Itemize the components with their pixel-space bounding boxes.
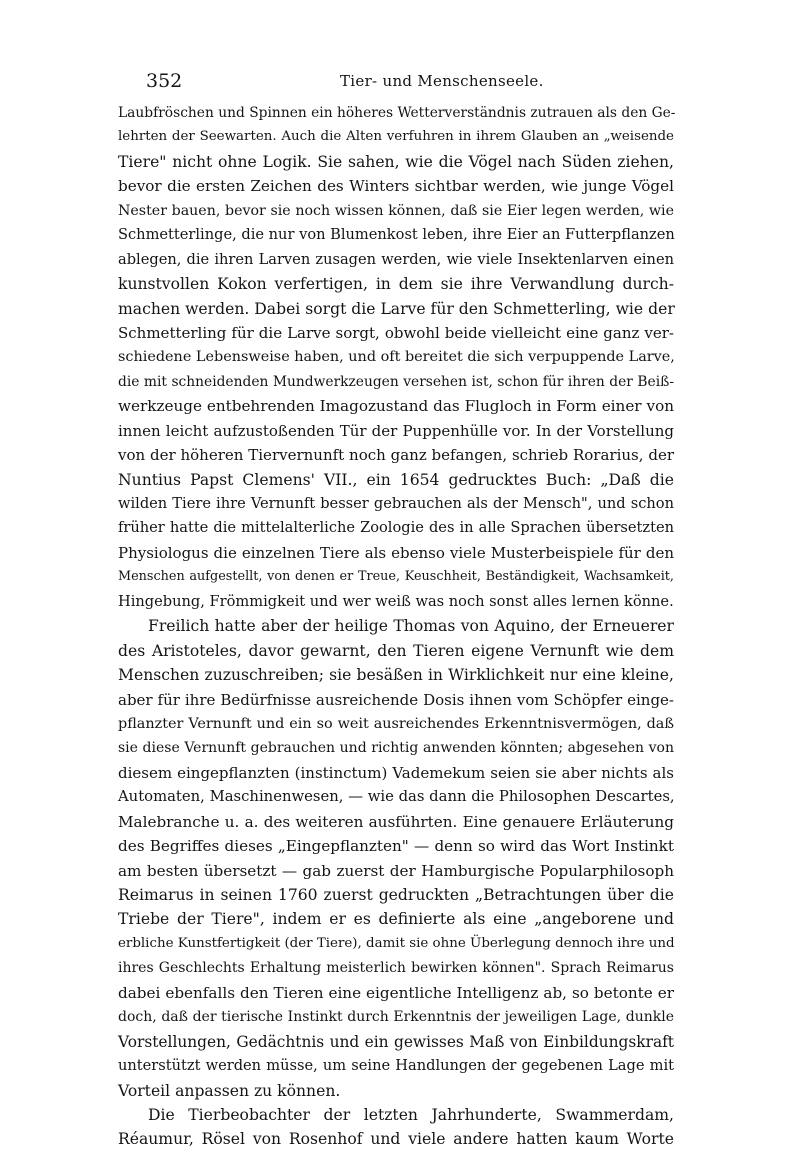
text-line: dabei ebenfalls den Tieren eine eigentliche Intelligenz ab, so betonte er — [118, 983, 674, 1002]
text-line: innen leicht aufzustoßenden Tür der Puppenhülle vor. In der Vorstellung — [118, 421, 674, 440]
text-line: schiedene Lebensweise haben, und oft bereitet die sich verpuppende Larve, — [118, 349, 675, 366]
text-line: ablegen, die ihren Larven zusagen werden, wie viele Insektenlarven einen — [118, 250, 674, 268]
page-header — [146, 70, 678, 96]
text-line: ihres Geschlechts Erhaltung meisterlich bewirken können". Sprach Reimarus — [118, 960, 674, 977]
text-line: früher hatte die mittelalterliche Zoologie des in alle Sprachen übersetzten — [118, 519, 674, 537]
text-line: lehrten der Seewarten. Auch die Alten verfuhren in ihrem Glauben an „weisende — [118, 129, 674, 145]
text-line: am besten übersetzt — gab zuerst der Hamburgische Popularphilosoph — [118, 861, 674, 880]
text-line: Menschen zuzuschreiben; sie besäßen in Wirklichkeit nur eine kleine, — [118, 666, 674, 685]
text-line: werkzeuge entbehrenden Imagozustand das Flugloch in Form einer von — [118, 397, 674, 416]
text-line: Automaten, Maschinenwesen, — wie das dann die Philosophen Descartes, — [118, 788, 675, 806]
text-line: aber für ihre Bedürfnisse ausreichende Dosis ihnen vom Schöpfer einge- — [118, 690, 674, 709]
text-line: Laubfröschen und Spinnen ein höheres Wetterverständnis zutrauen als den Ge- — [118, 105, 676, 121]
text-line: bevor die ersten Zeichen des Winters sichtbar werden, wie junge Vögel — [118, 177, 674, 196]
text-line: Hingebung, Frömmigkeit und wer weiß was noch sonst alles lernen könne. — [118, 592, 674, 610]
text-line: des Begriffes dieses „Eingepflanzten" — denn so wird das Wort Instinkt — [118, 837, 674, 856]
text-line: Tiere" nicht ohne Logik. Sie sahen, wie die Vögel nach Süden ziehen, — [118, 152, 674, 171]
text-line: Schmetterlinge, die nur von Blumenkost leben, ihre Eier an Futterpflanzen — [118, 226, 675, 244]
text-line: Physiologus die einzelnen Tiere als ebenso viele Musterbeispiele für den — [118, 543, 674, 562]
body-text — [118, 101, 674, 1152]
text-line: pflanzter Vernunft und ein so weit ausreichendes Erkenntnisvermögen, daß — [118, 715, 674, 732]
text-line: unterstützt werden müsse, um seine Handlungen der gegebenen Lage mit — [118, 1057, 674, 1075]
text-line: Vorteil anpassen zu können. — [118, 1081, 341, 1100]
text-line: doch, daß der tierische Instinkt durch Erkenntnis der jeweiligen Lage, dunkle — [118, 1009, 674, 1026]
text-line: Menschen aufgestellt, von denen er Treue, Keuschheit, Beständigkeit, Wachsamkeit, — [118, 569, 674, 585]
running-head: Tier- und Menschenseele. — [340, 72, 544, 90]
text-line: machen werden. Dabei sorgt die Larve für den Schmetterling, wie der — [118, 299, 675, 318]
text-line: Malebranche u. a. des weiteren ausführten. Eine genauere Erläuterung — [118, 812, 674, 831]
text-line: sie diese Vernunft gebrauchen und richtig anwenden könnten; abgesehen von — [118, 740, 674, 757]
text-line: Schmetterling für die Larve sorgt, obwohl beide vielleicht eine ganz ver- — [118, 323, 674, 342]
text-line: diesem eingepflanzten (instinctum) Vademekum seien sie aber nichts als — [118, 763, 674, 782]
text-line: wilden Tiere ihre Vernunft besser gebrauchen als der Mensch", und schon — [118, 495, 674, 512]
text-line: Réaumur, Rösel von Rosenhof und viele andere hatten kaum Worte — [118, 1130, 674, 1149]
text-line: die mit schneidenden Mundwerkzeugen versehen ist, schon für ihren der Beiß- — [118, 373, 674, 390]
text-line: erbliche Kunstfertigkeit (der Tiere), damit sie ohne Überlegung dennoch ihre und — [118, 935, 675, 951]
text-line: Reimarus in seinen 1760 zuerst gedruckten „Betrachtungen über die — [118, 886, 674, 904]
text-line: kunstvollen Kokon verfertigen, in dem sie ihre Verwandlung durch- — [118, 275, 674, 294]
text-line: Nester bauen, bevor sie noch wissen können, daß sie Eier legen werden, wie — [118, 202, 674, 219]
text-line: von der höheren Tiervernunft noch ganz befangen, schrieb Rorarius, der — [118, 446, 674, 465]
text-line: Freilich hatte aber der heilige Thomas von Aquino, der Erneuerer — [148, 617, 674, 636]
text-line: des Aristoteles, davor gewarnt, den Tieren eigene Vernunft wie dem — [118, 641, 674, 660]
text-line: Triebe der Tiere", indem er es definierte als eine „angeborene und — [118, 910, 674, 929]
text-line: Vorstellungen, Gedächtnis und ein gewisses Maß von Einbildungskraft — [118, 1032, 674, 1051]
text-line: Die Tierbeobachter der letzten Jahrhunderte, Swammerdam, — [148, 1105, 674, 1124]
page-number: 352 — [146, 70, 183, 92]
text-line: Nuntius Papst Clemens' VII., ein 1654 gedrucktes Buch: „Daß die — [118, 470, 674, 489]
